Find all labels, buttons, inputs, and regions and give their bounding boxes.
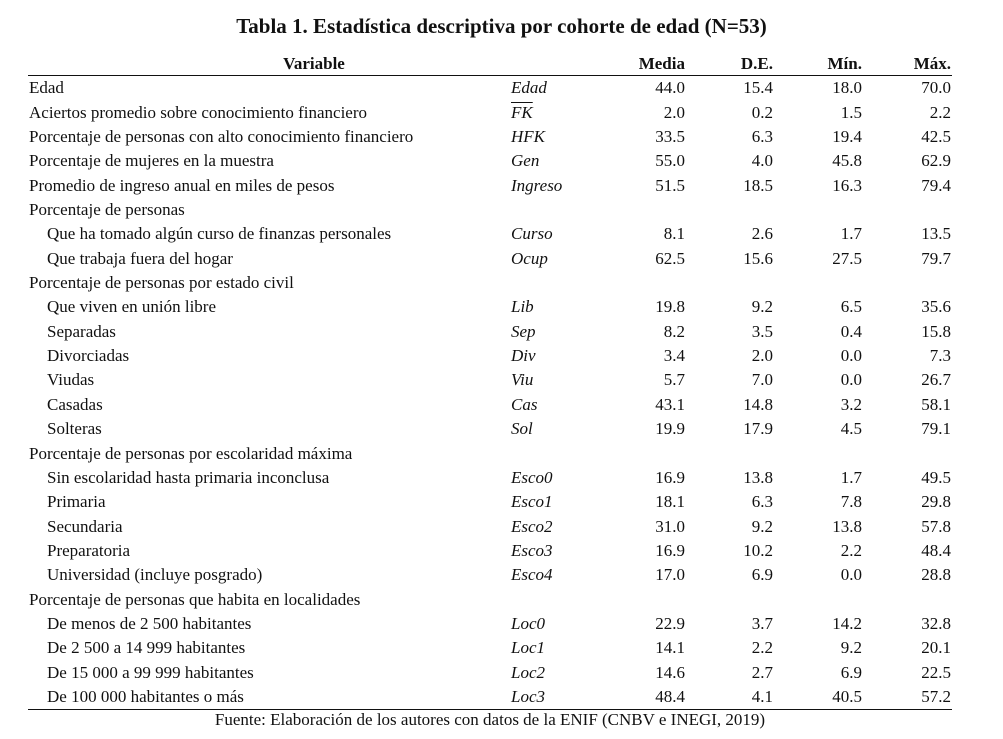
row-media: 31.0 [655, 516, 685, 536]
row-symbol: Esco0 [511, 467, 553, 487]
row-symbol: Loc2 [511, 662, 545, 682]
row-max: 62.9 [921, 151, 951, 171]
row-media: 48.4 [600, 685, 686, 710]
row-min: 2.2 [840, 541, 862, 560]
row-media: 3.4 [663, 346, 685, 366]
row-media: 19.9 [655, 419, 685, 439]
row-label: De 100 000 habitantes o más [28, 685, 505, 710]
table-row [28, 76, 952, 101]
row-symbol [505, 588, 600, 612]
row-min: 1.7 [840, 224, 862, 244]
row-symbol: Esco2 [511, 516, 553, 536]
row-min: 16.3 [832, 175, 862, 195]
row-min: 0.0 [840, 565, 862, 585]
table-row [28, 539, 952, 563]
table-row [28, 466, 952, 490]
row-de: 6.3 [751, 126, 773, 146]
row-label: De 15 000 a 99 999 habitantes [47, 662, 254, 682]
table-row [28, 271, 952, 295]
row-symbol: Curso [511, 224, 553, 244]
row-media [600, 198, 686, 222]
row-max [863, 588, 952, 612]
row-de: 15.6 [743, 248, 773, 268]
table-row [28, 247, 952, 271]
row-media: 18.1 [655, 492, 685, 512]
row-media: 14.6 [655, 662, 685, 682]
row-label: Solteras [47, 419, 102, 439]
row-label: Separadas [47, 321, 116, 341]
table-row [28, 100, 952, 124]
row-max: 79.4 [921, 175, 951, 195]
row-min: 1.5 [840, 102, 862, 122]
row-media [600, 441, 686, 465]
row-min [774, 441, 863, 465]
row-symbol: Ingreso [511, 175, 563, 195]
row-media [600, 588, 686, 612]
row-symbol: Esco3 [511, 541, 553, 560]
row-de [686, 198, 774, 222]
table-row [28, 661, 952, 685]
row-max: 26.7 [921, 370, 951, 390]
row-min: 14.2 [832, 614, 862, 634]
row-label: Edad [29, 78, 64, 98]
row-media: 14.1 [655, 638, 685, 658]
row-media: 2.0 [663, 102, 685, 122]
row-min: 40.5 [774, 685, 863, 710]
row-de: 6.3 [751, 492, 773, 512]
table-row [28, 441, 952, 465]
row-max [863, 441, 952, 465]
row-de [686, 271, 774, 295]
row-label: Viudas [47, 370, 95, 390]
row-symbol: Sep [511, 321, 536, 341]
row-de: 2.7 [751, 662, 773, 682]
row-max: 79.1 [921, 419, 951, 439]
row-media: 55.0 [655, 151, 685, 171]
row-label: Porcentaje de personas que habita en localidades [29, 589, 361, 609]
row-symbol: $\overline{FK}$ [511, 102, 533, 122]
row-max: 29.8 [921, 492, 951, 512]
row-symbol: Sol [511, 419, 533, 439]
row-min: 4.5 [840, 419, 862, 439]
row-min: 0.4 [840, 321, 862, 341]
row-max: 70.0 [921, 78, 951, 98]
row-media: 5.7 [663, 370, 685, 390]
row-max: 57.8 [921, 516, 951, 536]
row-media: 43.1 [655, 394, 685, 414]
row-max: 22.5 [921, 662, 951, 682]
row-label: Porcentaje de mujeres en la muestra [29, 151, 274, 171]
row-media: 62.5 [655, 248, 685, 268]
row-media: 22.9 [655, 614, 685, 634]
row-media: 19.8 [655, 297, 685, 317]
row-de: 3.5 [751, 321, 773, 341]
row-min: 7.8 [840, 492, 862, 512]
row-symbol: Loc0 [511, 614, 545, 634]
row-min: 0.0 [840, 346, 862, 366]
row-de: 9.2 [751, 516, 773, 536]
header-max: Máx. [863, 53, 952, 76]
table-row [28, 320, 952, 344]
row-max: 79.7 [921, 248, 951, 268]
header-row [28, 53, 952, 76]
row-symbol [505, 198, 600, 222]
table-row [28, 490, 952, 514]
row-de [686, 441, 774, 465]
row-label: Divorciadas [47, 346, 130, 366]
row-max [863, 198, 952, 222]
row-min: 3.2 [840, 394, 862, 414]
table-row [28, 417, 952, 441]
row-symbol: Gen [511, 151, 540, 171]
table-row [28, 563, 952, 587]
table-row [28, 685, 952, 710]
row-de: 2.6 [751, 224, 773, 244]
row-media [600, 271, 686, 295]
row-max: 20.1 [921, 638, 951, 658]
row-max: 35.6 [921, 297, 951, 317]
row-symbol [505, 441, 600, 465]
row-de: 10.2 [743, 541, 773, 560]
row-label: Porcentaje de personas [29, 199, 185, 219]
row-de: 6.9 [751, 565, 773, 585]
row-symbol: Loc3 [505, 685, 600, 710]
row-symbol: Esco1 [511, 492, 553, 512]
descriptive-stats-table [28, 53, 952, 710]
row-symbol: Edad [511, 78, 547, 98]
row-min: 19.4 [832, 126, 862, 146]
row-min [774, 198, 863, 222]
row-max [863, 271, 952, 295]
row-de: 7.0 [751, 370, 773, 390]
row-max: 42.5 [921, 126, 951, 146]
row-min: 6.5 [840, 297, 862, 317]
row-label: Aciertos promedio sobre conocimiento financiero [29, 102, 367, 122]
table-source-note: Fuente: Elaboración de los autores con datos de la ENIF (CNBV e INEGI, 2019) [214, 710, 766, 729]
table-row [28, 125, 952, 149]
row-media: 51.5 [655, 175, 685, 195]
row-de: 2.0 [751, 346, 773, 366]
row-symbol: Ocup [511, 248, 548, 268]
row-de: 2.2 [751, 638, 773, 658]
row-min: 6.9 [840, 662, 862, 682]
row-media: 16.9 [655, 467, 685, 487]
row-label: Que ha tomado algún curso de finanzas personales [47, 224, 392, 244]
row-symbol: Esco4 [511, 565, 553, 585]
row-min: 9.2 [840, 638, 862, 658]
row-de: 9.2 [751, 297, 773, 317]
table-row [28, 636, 952, 660]
row-de: 14.8 [743, 394, 773, 414]
row-max: 57.2 [863, 685, 952, 710]
row-label: Que viven en unión libre [47, 297, 217, 317]
table-row [28, 295, 952, 319]
row-de: 4.0 [751, 151, 773, 171]
row-media: 8.2 [663, 321, 685, 341]
row-label: Porcentaje de personas por escolaridad máxima [29, 443, 353, 463]
header-de: D.E. [686, 53, 774, 76]
row-de: 4.1 [686, 685, 774, 710]
row-max: 49.5 [921, 467, 951, 487]
row-de: 0.2 [751, 102, 773, 122]
row-min: 0.0 [840, 370, 862, 390]
table-row [28, 514, 952, 538]
row-media: 17.0 [655, 565, 685, 585]
row-media: 33.5 [655, 126, 685, 146]
header-media: Media [600, 53, 686, 76]
table-row [28, 222, 952, 246]
row-min: 1.7 [840, 467, 862, 487]
row-label: Que trabaja fuera del hogar [47, 248, 233, 268]
row-max: 48.4 [921, 541, 951, 560]
row-max: 58.1 [921, 394, 951, 414]
row-label: Secundaria [47, 516, 123, 536]
row-max: 15.8 [921, 321, 951, 341]
header-min: Mín. [774, 53, 863, 76]
row-label: Preparatoria [47, 541, 131, 560]
row-label: Sin escolaridad hasta primaria inconclusa [47, 467, 330, 487]
row-symbol: Viu [511, 370, 534, 390]
row-symbol: Cas [511, 394, 538, 414]
row-min: 45.8 [832, 151, 862, 171]
table-row [28, 393, 952, 417]
table-row [28, 368, 952, 392]
row-max: 13.5 [921, 224, 951, 244]
row-label: Universidad (incluye posgrado) [47, 565, 263, 585]
row-de: 18.5 [743, 175, 773, 195]
row-label: Porcentaje de personas por estado civil [29, 273, 294, 293]
row-symbol: Lib [511, 297, 534, 317]
row-max: 2.2 [929, 102, 951, 122]
row-de [686, 588, 774, 612]
row-min [774, 271, 863, 295]
row-symbol: Div [511, 346, 536, 366]
row-label: Primaria [47, 492, 106, 512]
row-de: 13.8 [743, 467, 773, 487]
table-row [28, 149, 952, 173]
table-row [28, 173, 952, 197]
row-label: Porcentaje de personas con alto conocimiento financiero [29, 126, 414, 146]
row-label: De 2 500 a 14 999 habitantes [47, 638, 246, 658]
row-de: 3.7 [751, 614, 773, 634]
row-min: 18.0 [832, 78, 862, 98]
row-de: 17.9 [743, 419, 773, 439]
row-symbol [505, 271, 600, 295]
row-media: 44.0 [655, 78, 685, 98]
row-max: 32.8 [921, 614, 951, 634]
row-symbol: Loc1 [511, 638, 545, 658]
row-min: 27.5 [832, 248, 862, 268]
table-row [28, 198, 952, 222]
row-media: 16.9 [655, 541, 685, 560]
row-label: De menos de 2 500 habitantes [47, 614, 252, 634]
row-symbol: HFK [511, 126, 545, 146]
row-max: 7.3 [929, 346, 951, 366]
row-de: 15.4 [743, 78, 773, 98]
row-label: Casadas [47, 394, 103, 414]
table-row [28, 344, 952, 368]
table-row [28, 612, 952, 636]
header-variable: Variable [28, 53, 600, 76]
table-row [28, 588, 952, 612]
row-media: 8.1 [663, 224, 685, 244]
row-min [774, 588, 863, 612]
row-max: 28.8 [921, 565, 951, 585]
row-min: 13.8 [832, 516, 862, 536]
table-title: Tabla 1. Estadística descriptiva por cohorte de edad (N=53) [236, 14, 767, 38]
row-label: Promedio de ingreso anual en miles de pesos [29, 175, 335, 195]
